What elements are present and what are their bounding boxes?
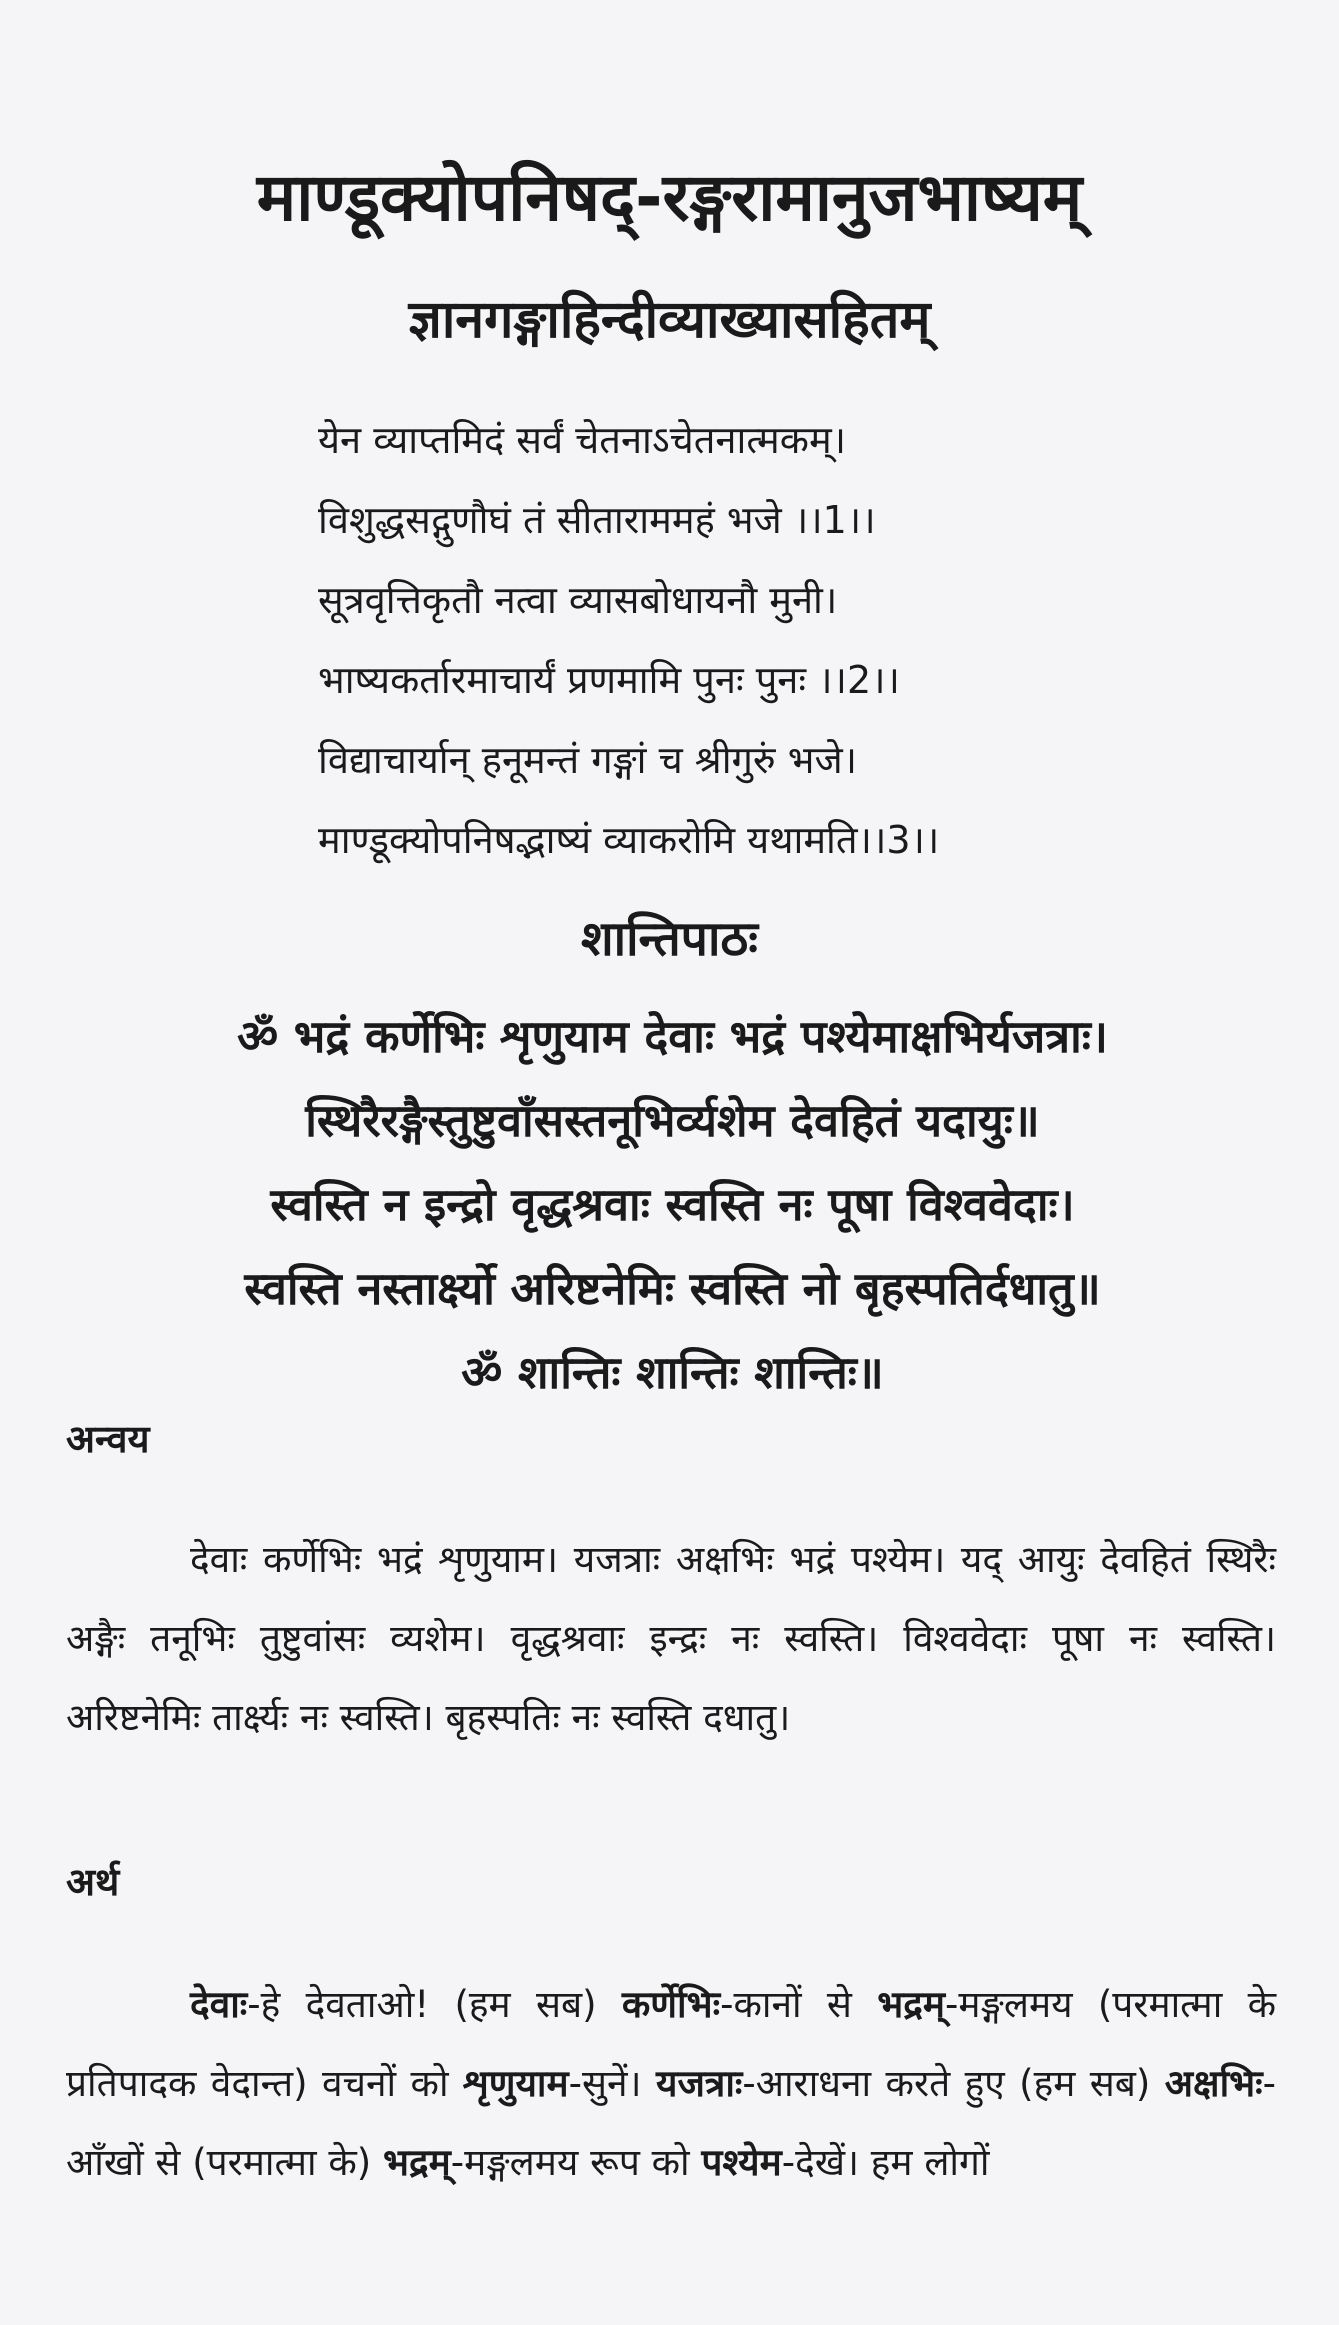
shanti-mantra [60,995,1285,1415]
gloss-text: -कानों से [720,1983,878,2026]
gloss-text: -मङ्गलमय (परमात्मा के प्रतिपादक वेदान्त) वचनों को [66,1983,1276,2105]
glossed-word: यजत्राः [655,2062,743,2105]
invocation-verses [318,400,1298,880]
mantra-line: स्थिरैरङ्गैस्तुष्टुवाँसस्तनूभिर्व्यशेम देवहितं यदायुः॥ [305,1094,1040,1147]
artha-paragraph [66,1965,1276,2202]
anvaya-paragraph: देवाः कर्णेभिः भद्रं शृणुयाम। यजत्राः अक्षभिः भद्रं पश्येम। यद् आयुः देवहितं स्थिरैः अङ्गैः तनूभिः तुष्टुवांसः व्यशेम। वृद्धश्रवाः इन्द्रः नः स्वस्ति। विश्ववेदाः पूषा नः स्वस्ति। अरिष्टनेमिः तार्क्ष्यः नः स्वस्ति। बृहस्पतिः नः स्वस्ति दधातु। [66,1538,1276,1739]
verse-line: माण्डूक्योपनिषद्भाष्यं व्याकरोमि यथामति।।3।। [318,818,940,862]
anvaya-heading: अन्वय [66,1417,150,1461]
glossed-word: शृणुयाम [462,2062,569,2105]
mantra-line: ॐ भद्रं कर्णेभिः शृणुयाम देवाः भद्रं पश्येमाक्षभिर्यजत्राः। [237,1010,1108,1063]
page-title: माण्डूक्योपनिषद्-रङ्गरामानुजभाष्यम् [256,159,1083,236]
gloss-text: -सुनें। [568,2062,656,2105]
artha-heading: अर्थ [66,1860,120,1904]
gloss-text: -देखें। हम लोगों [781,2141,990,2184]
verse-line: सूत्रवृत्तिकृतौ नत्वा व्यासबोधायनौ मुनी। [318,578,838,622]
glossed-word: भद्रम् [877,1983,945,2026]
shanti-heading: शान्तिपाठः [581,911,758,967]
verse-line: येन व्याप्तमिदं सर्वं चेतनाऽचेतनात्मकम्। [318,418,847,462]
glossed-word: पश्येम [701,2141,782,2184]
glossed-word: देवाः [190,1983,248,2026]
page-subtitle: ज्ञानगङ्गाहिन्दीव्याख्यासहितम् [408,290,931,350]
verse-line: भाष्यकर्तारमाचार्यं प्रणमामि पुनः पुनः ।।2।। [318,658,900,702]
mantra-line: ॐ शान्तिः शान्तिः शान्तिः॥ [461,1346,884,1399]
verse-line: विशुद्धसद्गुणौघं तं सीताराममहं भजे ।।1।। [318,498,876,542]
verse-line: विद्याचार्यान् हनूमन्तं गङ्गां च श्रीगुरुं भजे। [318,738,858,782]
glossed-word: कर्णेभिः [621,1983,721,2026]
mantra-line: स्वस्ति न इन्द्रो वृद्धश्रवाः स्वस्ति नः पूषा विश्ववेदाः। [270,1178,1075,1231]
glossed-word: भद्रम् [382,2141,451,2184]
mantra-line: स्वस्ति नस्तार्क्ष्यो अरिष्टनेमिः स्वस्ति नो बृहस्पतिर्दधातु॥ [244,1262,1101,1315]
glossed-word: अक्षभिः [1164,2062,1263,2105]
gloss-text: -हे देवताओ! (हम सब) [247,1983,622,2026]
gloss-text: -आराधना करते हुए (हम सब) [742,2062,1165,2105]
gloss-text: -आँखों से (परमात्मा के) [66,2062,1276,2184]
gloss-text: -मङ्गलमय रूप को [450,2141,702,2184]
